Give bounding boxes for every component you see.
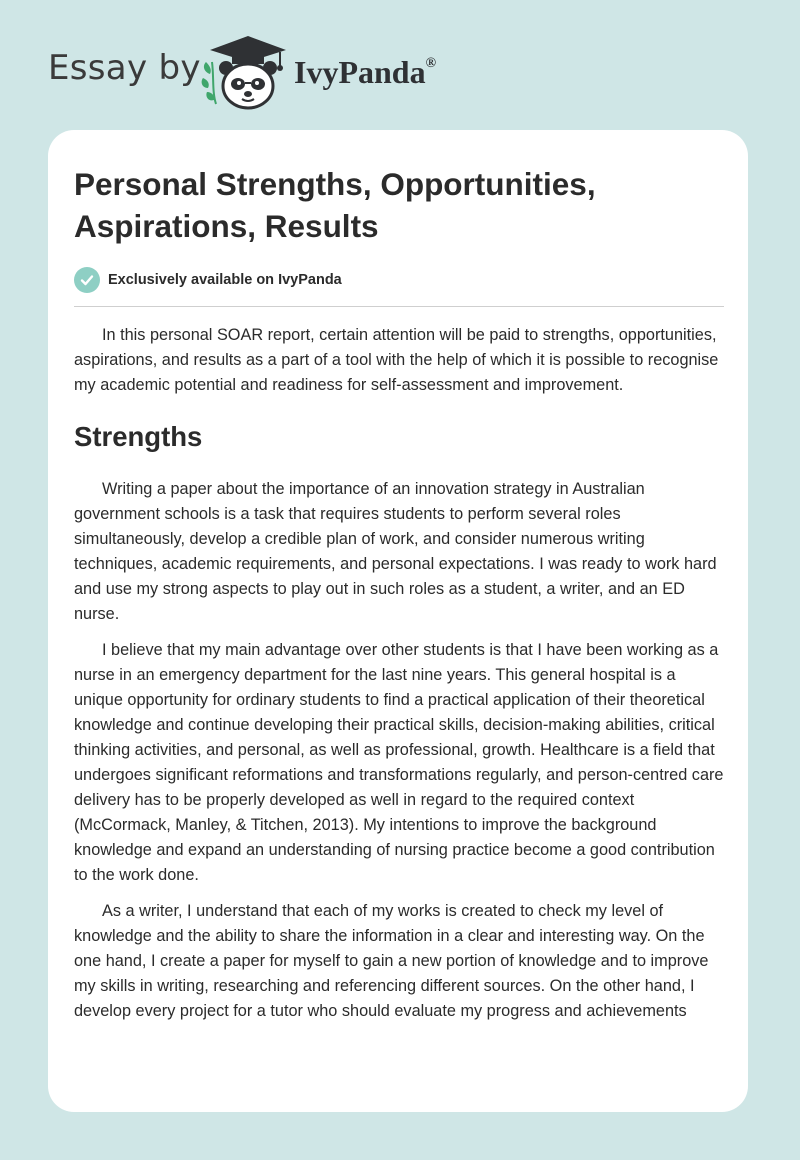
check-icon — [74, 267, 100, 293]
page-title: Personal Strengths, Opportunities, Aspirations, Results — [74, 166, 596, 244]
exclusive-badge — [74, 267, 724, 293]
essay-card — [48, 130, 748, 1112]
body-paragraph: As a writer, I understand that each of my works is created to check my level of knowledge and the ability to share the information in a clear and interesting way. On the one hand, I create a paper for myself to gain a new portion of knowledge and to improve my skills in writing, researching and referencing different sources. On the other hand, I develop every project for a tutor who should evaluate my progress and achievements — [74, 902, 709, 1020]
exclusive-label: Exclusively available on IvyPanda — [108, 272, 342, 288]
essay-content — [74, 163, 724, 1035]
body-paragraph: Writing a paper about the importance of an innovation strategy in Australian government schools is a task that requires students to perform several roles simultaneously, develop a credible plan of work, and consider numerous writing techniques, academic requirements, and personal expectations. I was ready to work hard and use my strong aspects to play out in such roles as a student, a writer, and an ED nurse. — [74, 480, 717, 623]
divider — [74, 306, 724, 307]
brand-name[interactable]: IvyPanda® — [294, 54, 437, 90]
registered-mark: ® — [425, 56, 437, 71]
intro-paragraph: In this personal SOAR report, certain attention will be paid to strengths, opportunities, aspirations, and results as a part of a tool with the help of which it is possible to recognise my academic potential and readiness for self-assessment and improvement. — [74, 326, 719, 394]
section-heading-strengths: Strengths — [74, 421, 203, 452]
essay-by-label: Essay by — [48, 48, 201, 88]
site-header — [48, 30, 748, 110]
body-paragraph: I believe that my main advantage over other students is that I have been working as a nurse in an emergency department for the last nine years. This general hospital is a unique opportunity for ordinary students to find a practical application of their theoretical knowledge and continue developing their practical skills, decision-making abilities, critical thinking activities, and personal, as well as professional, growth. Healthcare is a field that undergoes significant reformations and transformations regularly, and person-centred care delivery has to be properly developed as well in regard to the required context (McCormack, Manley, & Titchen, 2013). My intentions to improve the background knowledge and expand an understanding of nursing practice become a good contribution to the work done. — [74, 641, 724, 884]
ivypanda-logo-icon[interactable] — [200, 32, 296, 112]
